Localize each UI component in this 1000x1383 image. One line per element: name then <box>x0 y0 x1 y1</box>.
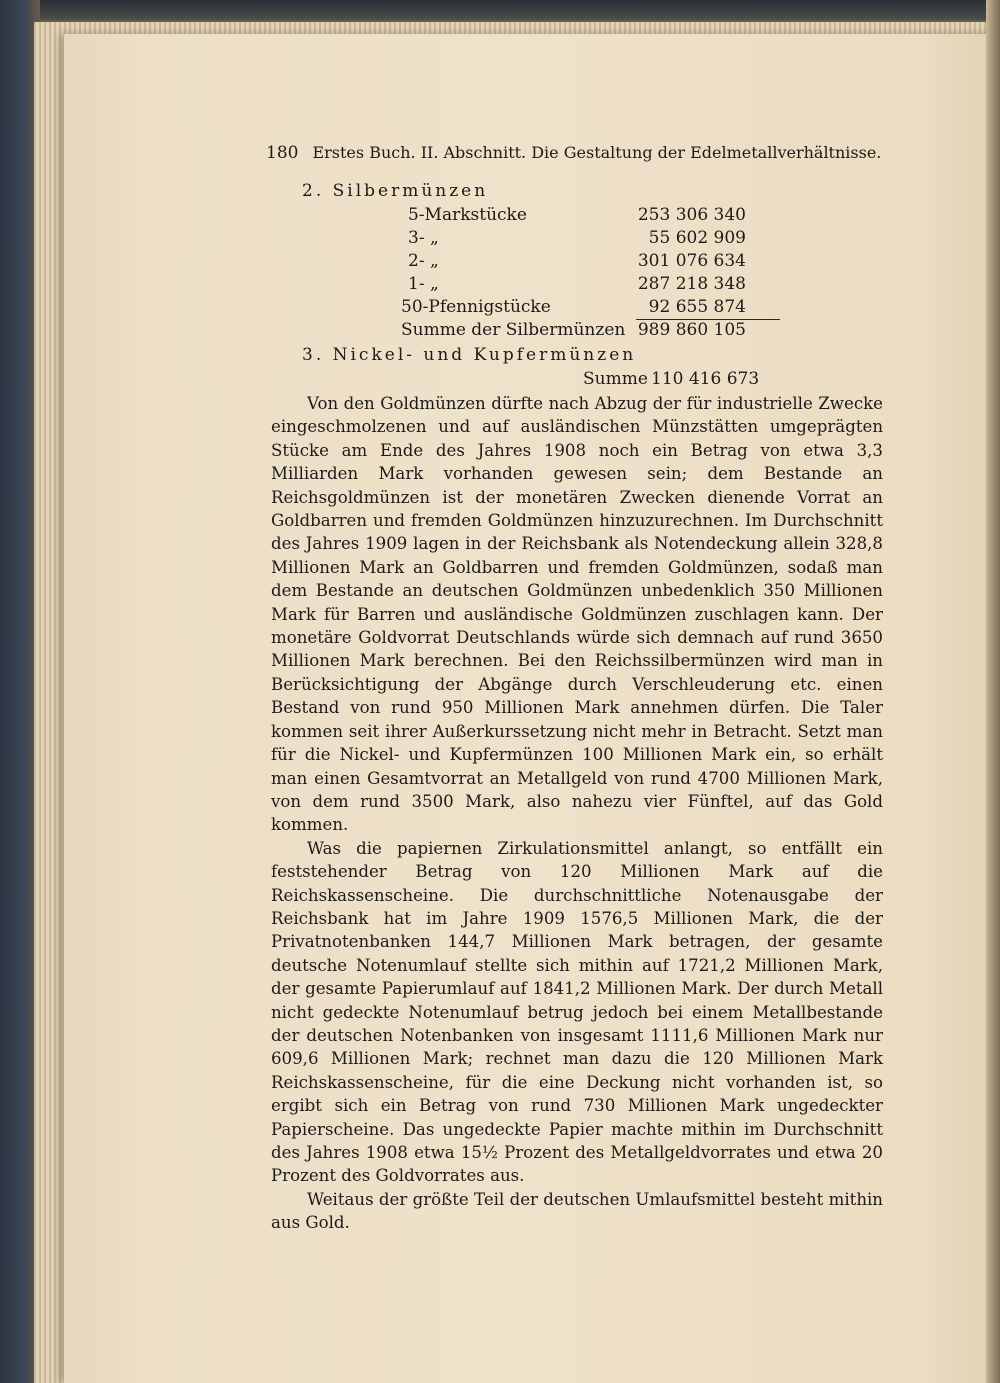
paragraph: Was die papiernen Zirkulationsmittel anlangt, so entfällt ein feststehender Betrag von 120 Millionen Mark auf die Reichskassenscheine. Die durchschnittliche Notenausgabe der Reichsbank hat im Jahre 1909 1576,5 Millionen Mark, die der Privatnotenbanken 144,7 Millionen Mark betragen, der gesamte deutsche Notenumlauf stellte sich mithin auf 1721,2 Millionen Mark, der gesamte Papierumlauf auf 1841,2 Millionen Mark. Der durch Metall nicht gedeckte Notenumlauf betrug jedoch bei einem Metallbestande der deutschen Notenbanken von insgesamt 1111,6 Millionen Mark nur 609,6 Millionen Mark; rechnet man dazu die 120 Millionen Mark Reichskassenscheine, für die eine Deckung nicht vorhanden ist, so ergibt sich ein Betrag von rund 730 Millionen Mark ungedeckter Papierscheine. Das ungedeckte Papier machte mithin im Durchschnitt des Jahres 1908 etwa 15½ Prozent des Metallgeldvorrates und etwa 20 Prozent des Goldvorrates aus. <box>271 838 883 1186</box>
nickel-sum-label: Summe <box>583 369 648 389</box>
silver-sum-label: Summe der Silbermünzen <box>401 320 626 340</box>
book-gutter-right <box>986 0 1000 1383</box>
silver-row-label-3: 2- „ <box>408 251 439 271</box>
paragraph: Weitaus der größte Teil der deutschen Umlaufsmittel besteht mithin aus Gold. <box>271 1189 883 1233</box>
body-text <box>271 392 883 1235</box>
silver-row-value-4: 287 218 348 <box>637 274 746 294</box>
silver-row-value-5: 92 655 874 <box>648 297 746 317</box>
silver-row-label-4: 1- „ <box>408 274 439 294</box>
nickel-heading: 3. Nickel- und Kupfermünzen <box>302 345 637 365</box>
silver-heading: 2. Silbermünzen <box>302 181 489 201</box>
running-title: Erstes Buch. II. Abschnitt. Die Gestaltung der Edelmetallverhältnisse. <box>312 143 882 162</box>
silver-row-label-1: 5-Markstücke <box>408 205 527 225</box>
silver-row-value-3: 301 076 634 <box>637 251 746 271</box>
page-number: 180 <box>266 143 299 163</box>
silver-row-value-1: 253 306 340 <box>637 205 746 225</box>
silver-row-label-5: 50-Pfennigstücke <box>401 297 551 317</box>
silver-sum-value: 989 860 105 <box>637 320 746 340</box>
running-header <box>266 143 886 163</box>
nickel-sum-value: 110 416 673 <box>651 369 760 389</box>
silver-row-label-2: 3- „ <box>408 228 439 248</box>
silver-row-value-2: 55 602 909 <box>648 228 746 248</box>
paragraph: Von den Goldmünzen dürfte nach Abzug der für industrielle Zwecke eingeschmolzenen und auf ausländischen Münzstätten umgeprägten Stücke am Ende des Jahres 1908 noch ein Betrag von etwa 3,3 Milliarden Mark vorhanden gewesen sein; dem Bestande an Reichsgoldmünzen ist der monetären Zwecken dienende Vorrat an Goldbarren und fremden Goldmünzen hinzuzurechnen. Im Durchschnitt des Jahres 1909 lagen in der Reichsbank als Notendeckung allein 328,8 Millionen Mark an Goldbarren und fremden Goldmünzen, sodaß man dem Bestande an deutschen Goldmünzen unbedenklich 350 Millionen Mark für Barren und ausländische Goldmünzen zuschlagen kann. Der monetäre Goldvorrat Deutschlands würde sich demnach auf rund 3650 Millionen Mark berechnen. Bei den Reichssilbermünzen wird man in Berücksichtigung der Abgänge durch Verschleuderung etc. einen Bestand von rund 950 Millionen Mark annehmen dürfen. Die Taler kommen seit ihrer Außerkurssetzung nicht mehr in Betracht. Setzt man für die Nickel- und Kupfermünzen 100 Millionen Mark ein, so erhält man einen Gesamtvorrat an Metallgeld von rund 4700 Millionen Mark, von dem rund 3500 Mark, also nahezu vier Fünftel, auf das Gold kommen. <box>271 394 883 835</box>
